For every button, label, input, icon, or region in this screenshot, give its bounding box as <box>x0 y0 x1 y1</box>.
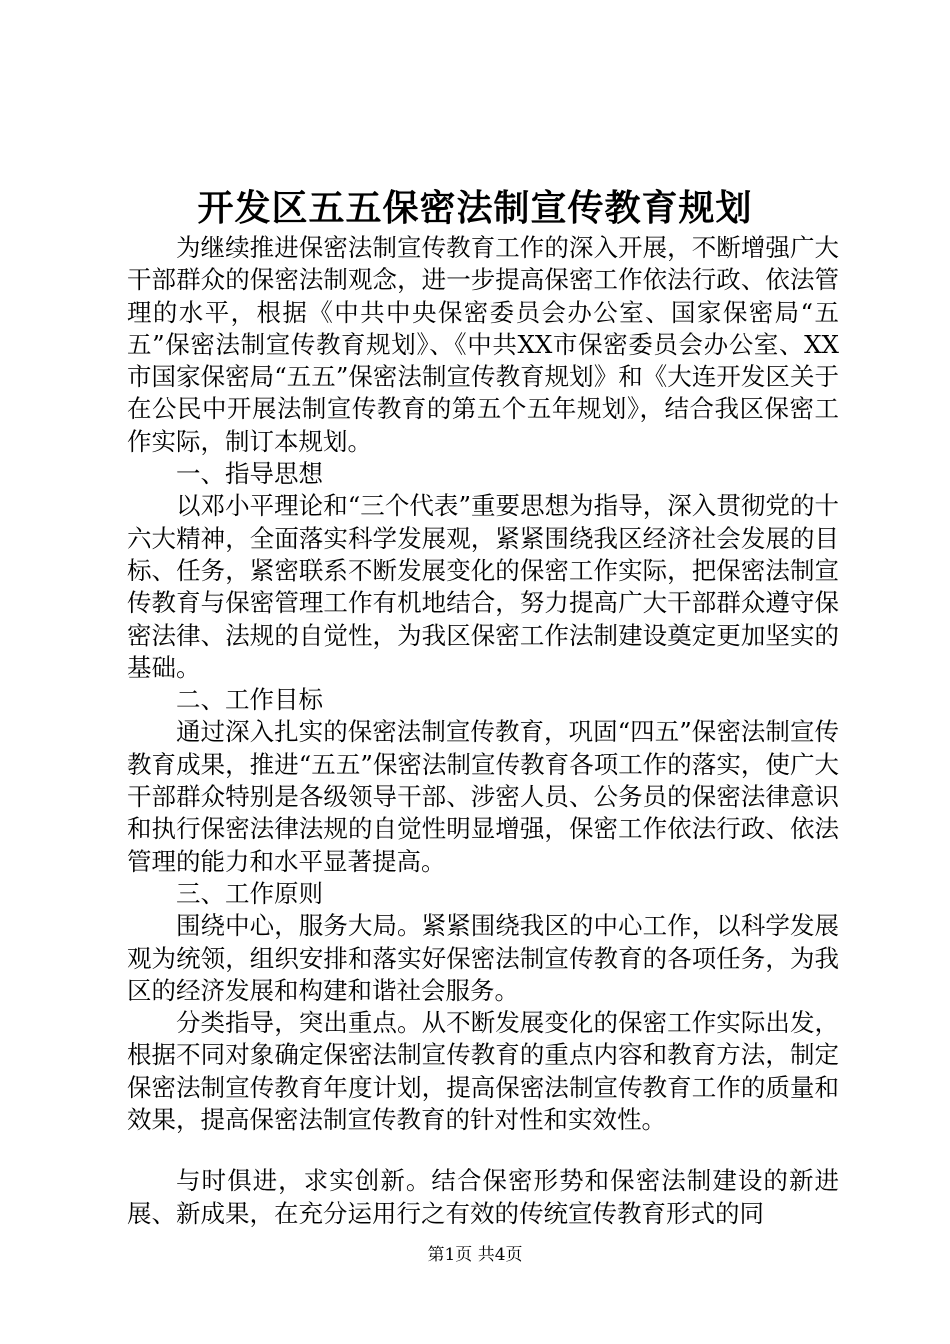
document-title: 开发区五五保密法制宣传教育规划 <box>197 187 753 229</box>
section-heading-work-goals: 二、工作目标 <box>176 685 323 715</box>
paragraph-intro: 为继续推进保密法制宣传教育工作的深入开展，不断增强广大干部群众的保密法制观念，进一步提高保密工作依法行政、依法管理的水平，根据《中共中央保密委员会办公室、国家保密局“五五”保密法制宣传教育规划》、《中共XX市保密委员会办公室、XX市国家保密局“五五”保密法制宣传教育规划》和《大连开发区关于在公民中开展法制宣传教育的第五个五年规划》，结合我区保密工作实际，制订本规划。 <box>127 233 839 456</box>
section-heading-guiding-thought: 一、指导思想 <box>176 459 323 489</box>
paragraph-principle-innovation: 与时俱进，求实创新。结合保密形势和保密法制建设的新进展、新成果，在充分运用行之有效的传统宣传教育形式的同 <box>127 1166 839 1228</box>
paragraph-principle-classification: 分类指导，突出重点。从不断发展变化的保密工作实际出发，根据不同对象确定保密法制宣传教育的重点内容和教育方法，制定保密法制宣传教育年度计划，提高保密法制宣传教育工作的质量和效果，提高保密法制宣传教育的针对性和实效性。 <box>127 1008 839 1135</box>
paragraph-work-goals: 通过深入扎实的保密法制宣传教育，巩固“四五”保密法制宣传教育成果，推进“五五”保密法制宣传教育各项工作的落实，使广大干部群众特别是各级领导干部、涉密人员、公务员的保密法律意识和执行保密法律法规的自觉性明显增强，保密工作依法行政、依法管理的能力和水平显著提高。 <box>127 717 839 876</box>
page-number-footer: 第1页 共4页 <box>427 1245 523 1265</box>
section-heading-work-principles: 三、工作原则 <box>176 878 323 908</box>
paragraph-principle-center: 围绕中心，服务大局。紧紧围绕我区的中心工作，以科学发展观为统领，组织安排和落实好保密法制宣传教育的各项任务，为我区的经济发展和构建和谐社会服务。 <box>127 911 839 1005</box>
paragraph-guiding-thought: 以邓小平理论和“三个代表”重要思想为指导，深入贯彻党的十六大精神，全面落实科学发展观，紧紧围绕我区经济社会发展的目标、任务，紧密联系不断发展变化的保密工作实际，把保密法制宣传教育与保密管理工作有机地结合，努力提高广大干部群众遵守保密法律、法规的自觉性，为我区保密工作法制建设奠定更加坚实的基础。 <box>127 491 839 682</box>
document-body <box>127 232 839 1230</box>
